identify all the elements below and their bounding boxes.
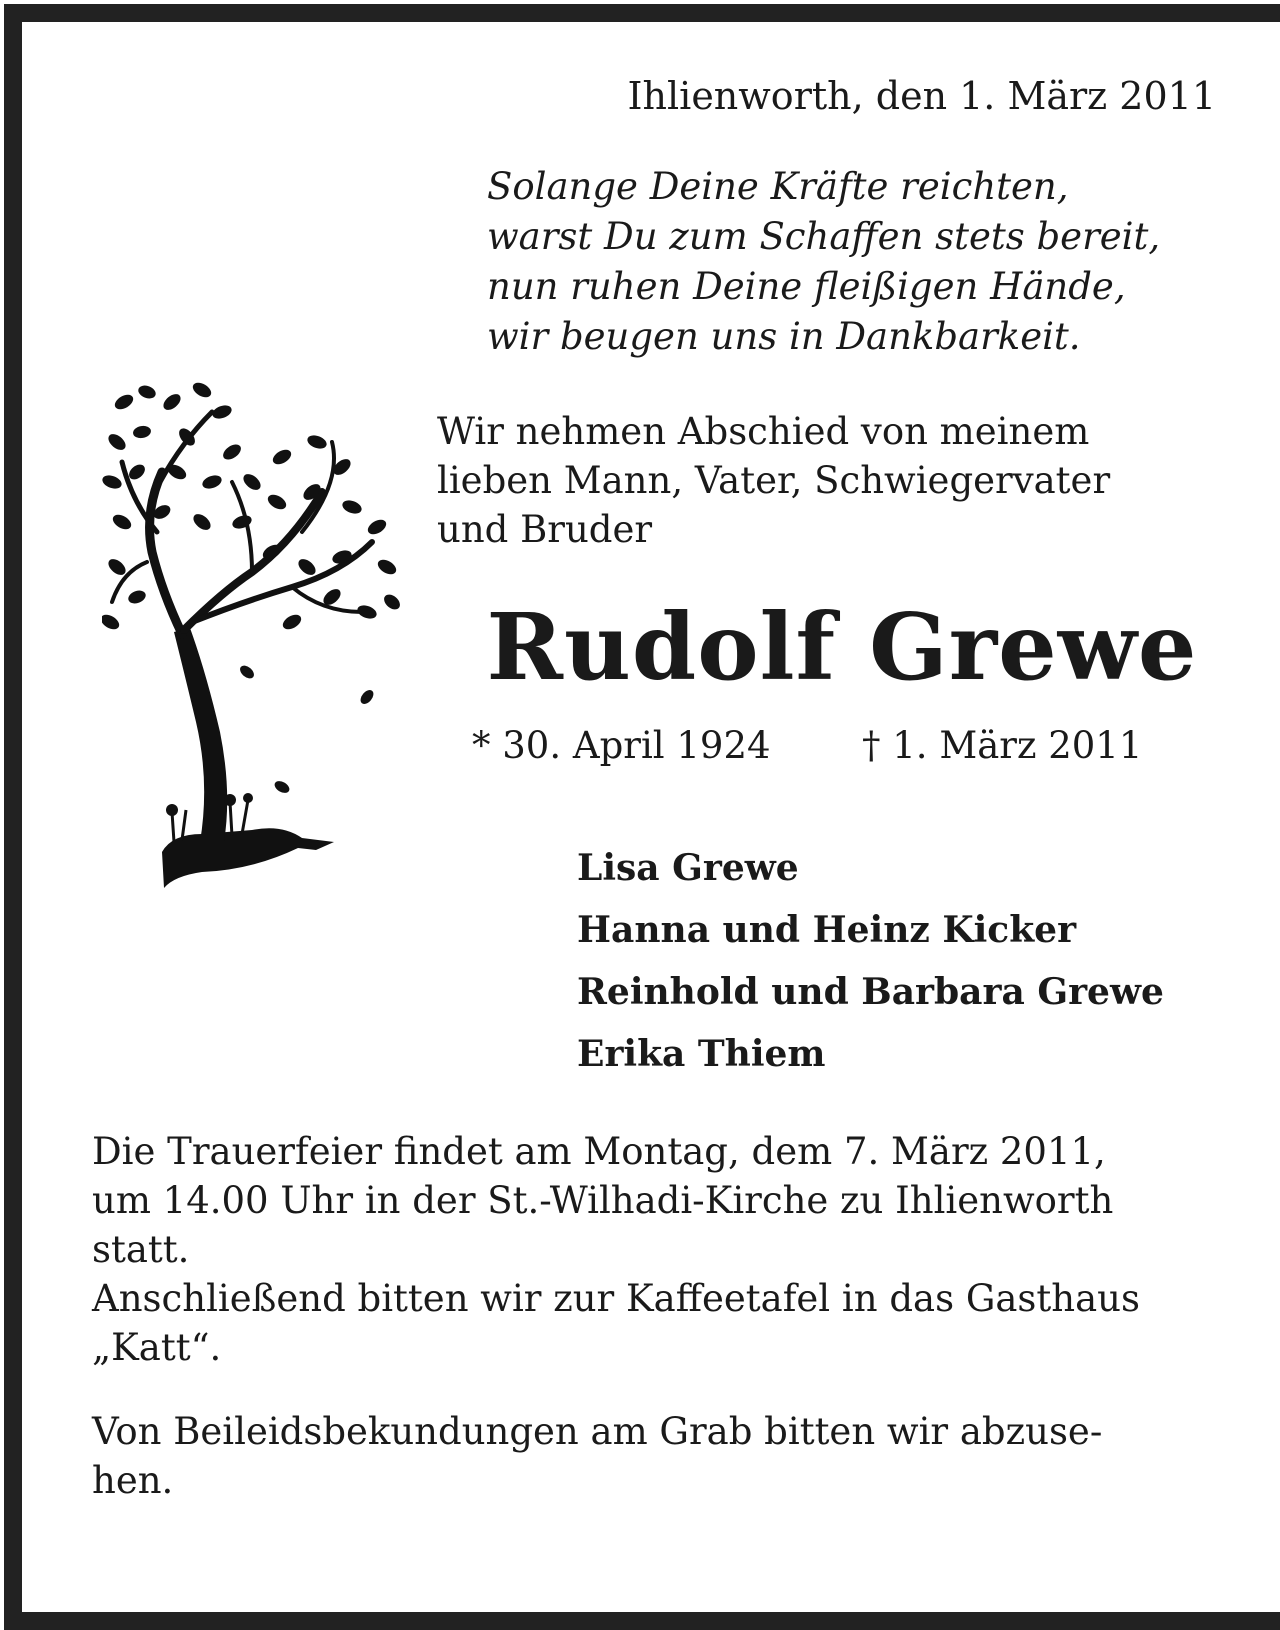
condolence-note	[92, 1407, 1217, 1505]
tree-icon	[102, 372, 412, 912]
poem	[487, 162, 1217, 362]
farewell-line: lieben Mann, Vater, Schwiegervater	[437, 459, 1111, 502]
obituary-frame	[4, 4, 1280, 1630]
death-date: † 1. März 2011	[862, 724, 1143, 767]
mourners-list	[577, 837, 1217, 1085]
service-line: „Katt“.	[92, 1326, 222, 1369]
dateline: Ihlienworth, den 1. März 2011	[627, 74, 1216, 118]
poem-line: wir beugen uns in Dankbarkeit.	[487, 315, 1081, 358]
service-info	[92, 1127, 1217, 1372]
service-line: um 14.00 Uhr in der St.-Wilhadi-Kirche zu Ihlienworth	[92, 1179, 1114, 1222]
mourner-name: Reinhold und Barbara Grewe	[577, 971, 1164, 1013]
mourner-name: Erika Thiem	[577, 1033, 826, 1075]
poem-line: nun ruhen Deine fleißigen Hände,	[487, 265, 1126, 308]
condolence-line: hen.	[92, 1459, 174, 1502]
farewell-line: Wir nehmen Abschied von meinem	[437, 410, 1090, 453]
mourner-name: Lisa Grewe	[577, 847, 799, 889]
farewell-line: und Bruder	[437, 508, 653, 551]
mourner-name: Hanna und Heinz Kicker	[577, 909, 1077, 951]
service-line: Anschließend bitten wir zur Kaffeetafel in das Gasthaus	[92, 1277, 1140, 1320]
obituary-content	[22, 22, 1280, 1612]
service-line: Die Trauerfeier findet am Montag, dem 7. März 2011,	[92, 1130, 1106, 1173]
deceased-name: Rudolf Grewe	[486, 593, 1198, 701]
poem-line: warst Du zum Schaffen stets bereit,	[487, 215, 1161, 258]
condolence-line: Von Beileidsbekundungen am Grab bitten wir abzuse-	[92, 1410, 1103, 1453]
farewell-text	[437, 407, 1217, 554]
service-line: statt.	[92, 1228, 190, 1271]
poem-line: Solange Deine Kräfte reichten,	[487, 165, 1069, 208]
birth-date: * 30. April 1924	[472, 724, 771, 767]
